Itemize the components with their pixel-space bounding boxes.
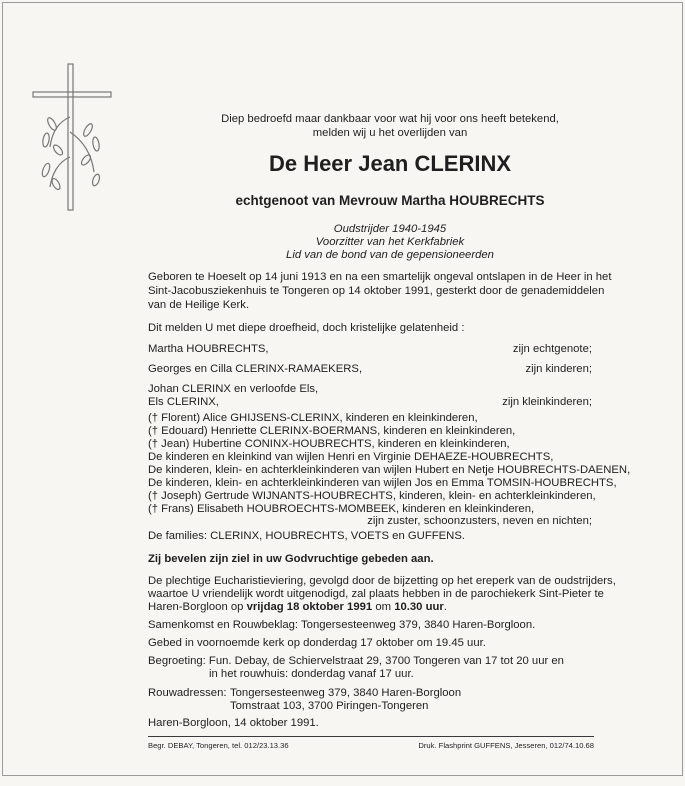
cross-icon — [30, 62, 116, 212]
footer-right: Druk. Flashprint GUFFENS, Jesseren, 012/74.10.68 — [418, 741, 594, 750]
birth-line-1: Geboren te Hoeselt op 14 juni 1913 en na een smartelijk ongeval ontslapen in de Heer in het — [148, 271, 612, 283]
spouse-line: echtgenoot van Mevrouw Martha HOUBRECHTS — [235, 193, 545, 208]
address-2: Tomstraat 103, 3700 Piringen-Tongeren — [230, 700, 429, 712]
children-name: Georges en Cilla CLERINX-RAMAEKERS, — [148, 363, 363, 375]
wife-role: zijn echtgenote; — [512, 343, 592, 355]
service-line-2: waartoe U vriendelijk wordt uitgenodigd, zal plaats hebben in de parochiekerk Sint-Pieter te — [148, 588, 604, 600]
viewing-line-1: Begroeting: Fun. Debay, de Schiervelstraat 29, 3700 Tongeren van 17 tot 20 uur en — [148, 655, 564, 667]
birth-line-2: Sint-Jacobusziekenhuis te Tongeren op 14 oktober 1991, gesterkt door de genademiddelen — [148, 285, 605, 297]
service-line-1: De plechtige Eucharistieviering, gevolgd door de bijzetting op het ereperk van de oudstrijders, — [148, 575, 616, 587]
wife-name: Martha HOUBRECHTS, — [148, 343, 269, 355]
family-line: De kinderen en kleinkind van wijlen Henri en Virginie DEHAEZE-HOUBRECHTS, — [148, 451, 554, 463]
intro-line-1: Diep bedroefd maar dankbaar voor wat hij voor ons heeft betekend, — [221, 113, 559, 125]
birth-line-3: van de Heilige Kerk. — [148, 299, 250, 311]
siblings-role: zijn zuster, schoonzusters, neven en nichten; — [367, 515, 592, 527]
intro-line-2: melden wij u het overlijden van — [312, 127, 468, 139]
family-line: († Edouard) Henriette CLERINX-BOERMANS, kinderen en kleinkinderen, — [148, 425, 516, 437]
service-period: . — [443, 601, 447, 613]
family-line: De kinderen, klein- en achterkleinkinderen van wijlen Hubert en Netje HOUBRECHTS-DAENEN, — [148, 464, 631, 476]
meeting-line: Samenkomst en Rouwbeklag: Tongersesteenweg 379, 3840 Haren-Borgloon. — [148, 619, 536, 631]
service-date: vrijdag 18 oktober 1991 — [246, 601, 373, 613]
footer-divider — [148, 736, 594, 737]
grandchild-1: Johan CLERINX en verloofde Els, — [148, 383, 319, 395]
family-line: († Jean) Hubertine CONINX-HOUBRECHTS, kinderen en kleinkinderen, — [148, 438, 510, 450]
viewing-line-2: in het rouwhuis: donderdag vanaf 17 uur. — [209, 668, 414, 680]
service-location: Haren-Borgloon op — [148, 601, 247, 613]
title-line-3: Lid van de bond van de gepensioneerden — [286, 249, 494, 261]
family-line: († Frans) Elisabeth HOUBROECHTS-MOMBEEK, kinderen en kleinkinderen, — [148, 503, 535, 515]
grandchildren-role: zijn kleinkinderen; — [502, 396, 592, 408]
announce-line: Dit melden U met diepe droefheid, doch kristelijke gelatenheid : — [148, 322, 465, 334]
footer-left: Begr. DEBAY, Tongeren, tel. 012/23.13.36 — [148, 741, 289, 750]
title-line-2: Voorzitter van het Kerkfabriek — [315, 236, 465, 248]
family-line: De kinderen, klein- en achterkleinkinderen van wijlen Jos en Emma TOMSIN-HOUBRECHTS, — [148, 477, 617, 489]
address-1: Tongersesteenweg 379, 3840 Haren-Borgloon — [230, 687, 462, 699]
family-line: († Florent) Alice GHIJSENS-CLERINX, kinderen en kleinkinderen, — [148, 412, 478, 424]
place-date: Haren-Borgloon, 14 oktober 1991. — [148, 717, 319, 729]
deceased-name: De Heer Jean CLERINX — [268, 151, 512, 176]
grandchild-2: Els CLERINX, — [148, 396, 219, 408]
addresses-label: Rouwadressen: — [148, 687, 227, 699]
prayer-service-line: Gebed in voornoemde kerk op donderdag 17 oktober om 19.45 uur. — [148, 637, 486, 649]
service-connector: om — [372, 601, 395, 613]
service-line-3 — [148, 600, 447, 614]
families-line: De families: CLERINX, HOUBRECHTS, VOETS en GUFFENS. — [148, 530, 466, 542]
service-time: 10.30 uur — [394, 601, 444, 613]
family-line: († Joseph) Gertrude WIJNANTS-HOUBRECHTS, kinderen, klein- en achterkleinkinderen, — [148, 490, 596, 502]
prayer-line: Zij bevelen zijn ziel in uw Godvruchtige gebeden aan. — [148, 553, 434, 565]
children-role: zijn kinderen; — [525, 363, 592, 375]
title-line-1: Oudstrijder 1940-1945 — [333, 223, 447, 235]
